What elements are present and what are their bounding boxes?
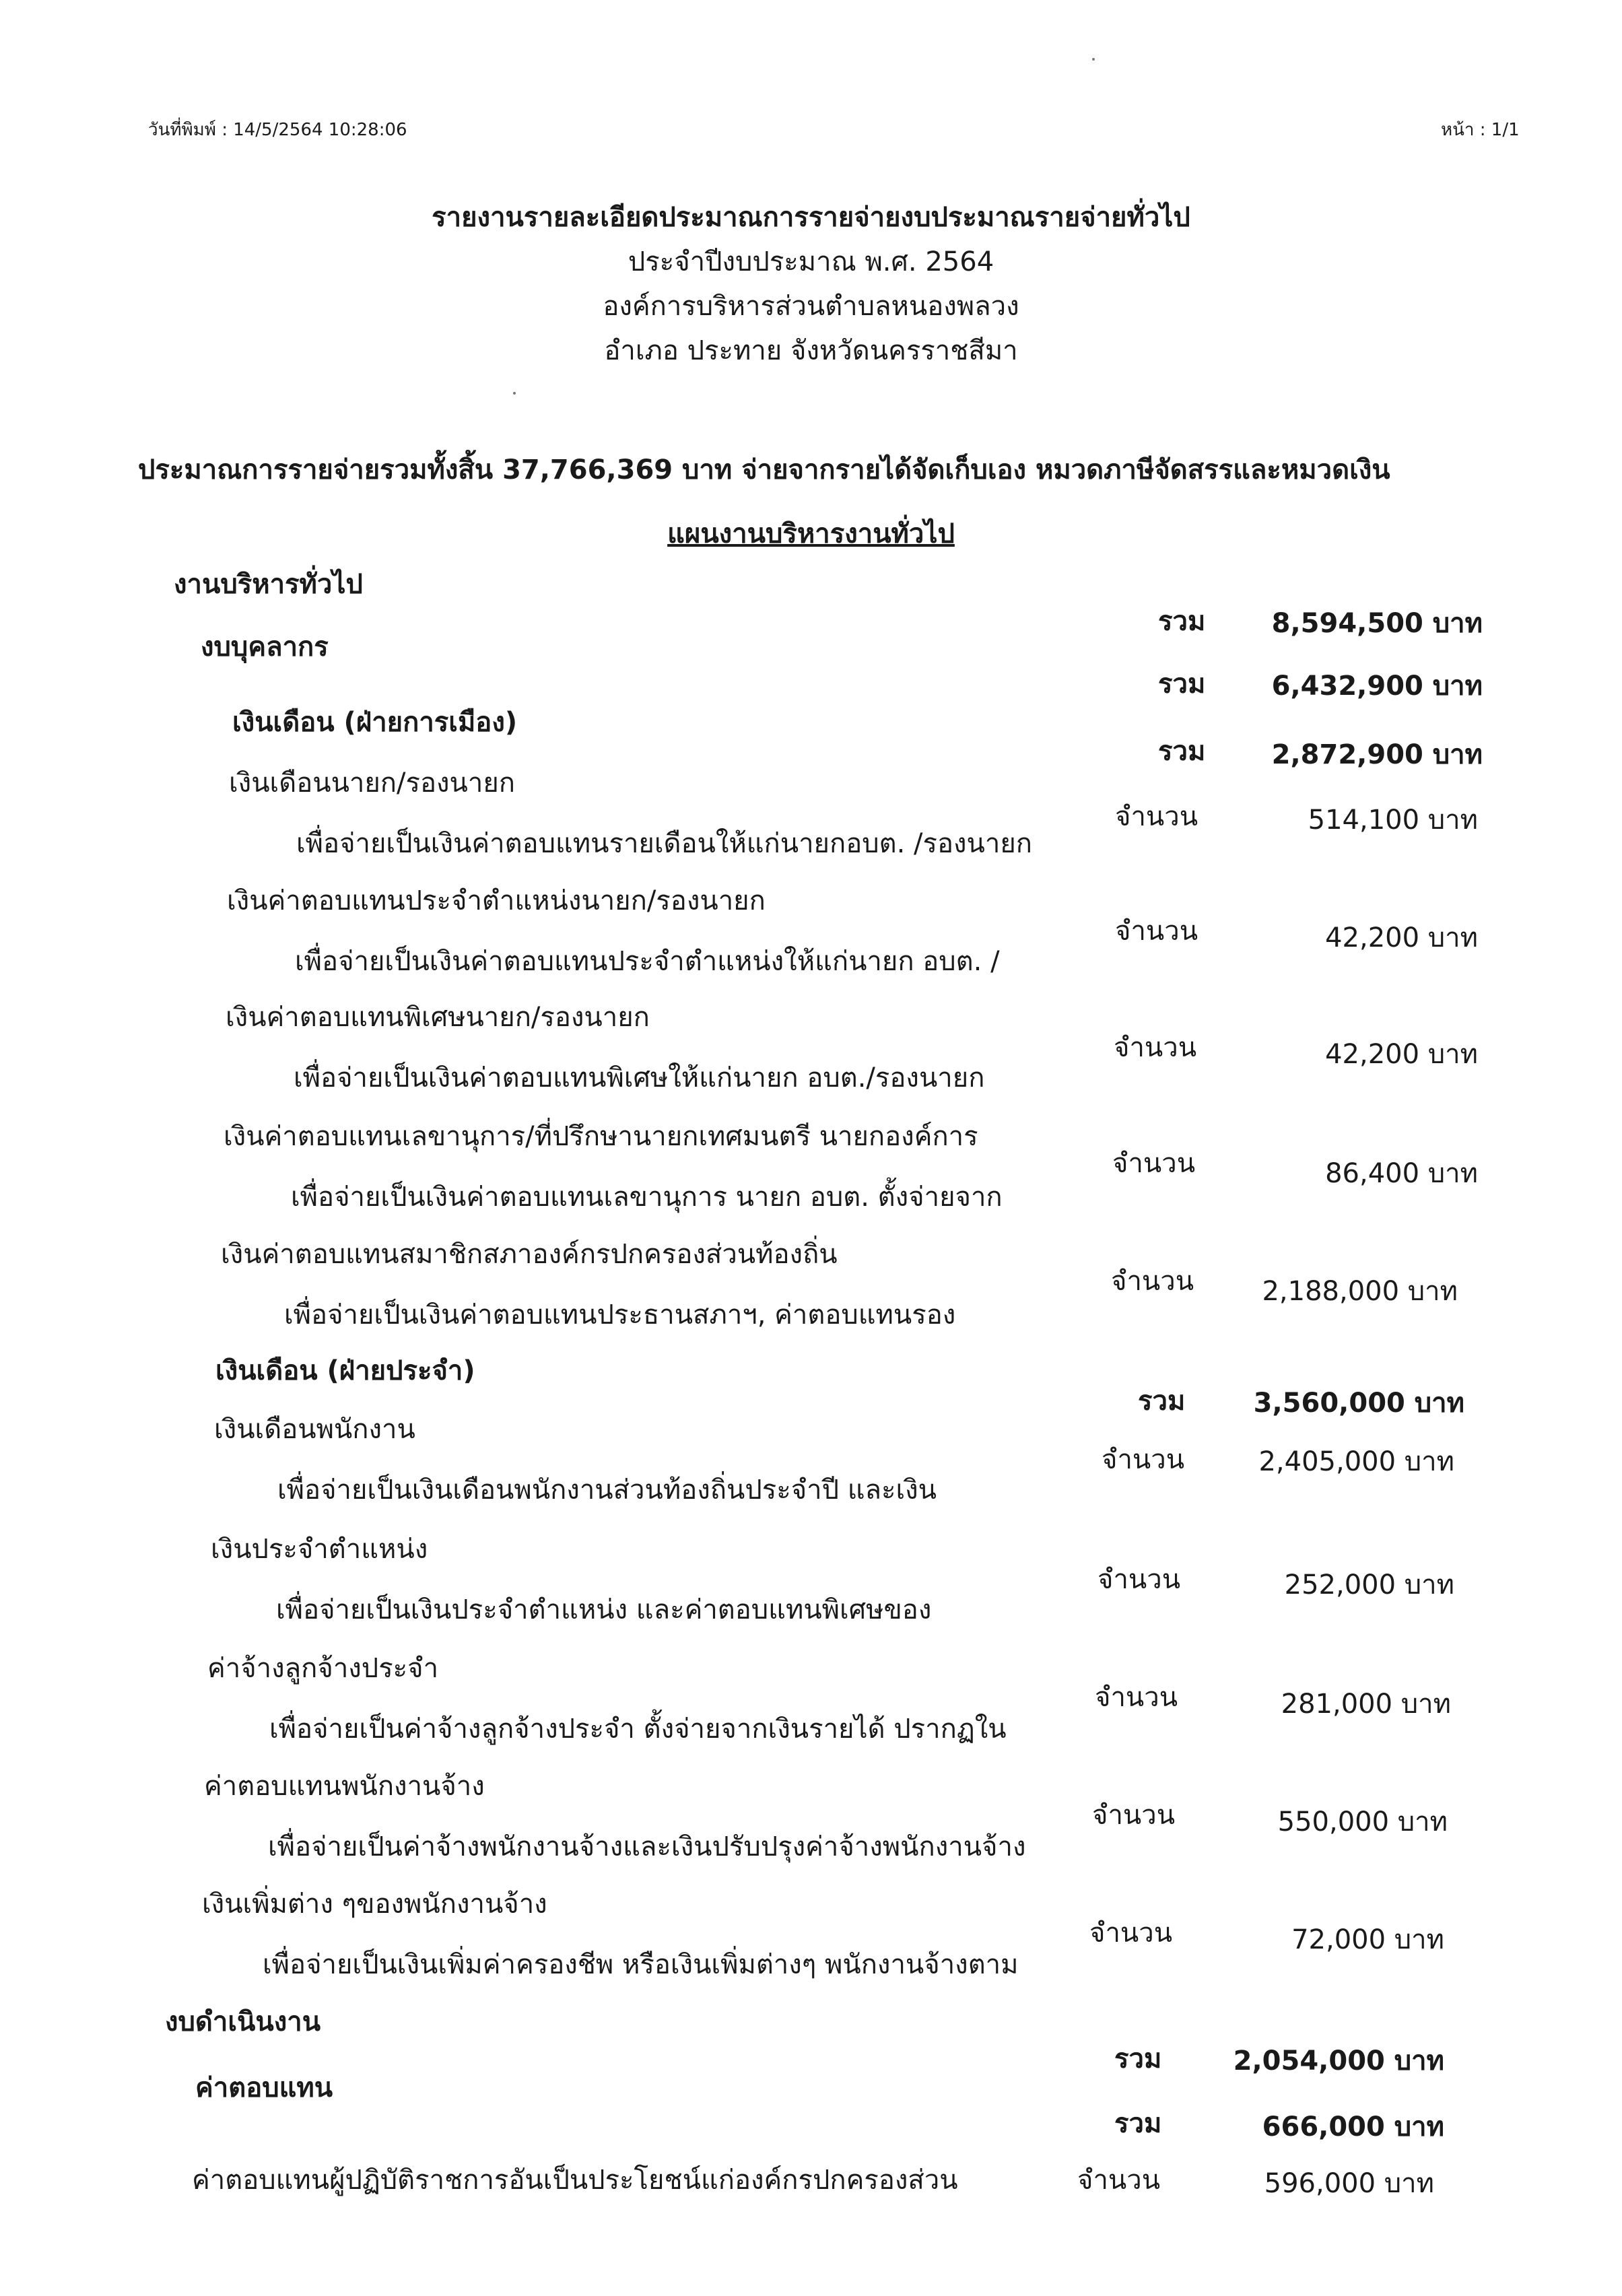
item-description: เพื่อจ่ายเป็นค่าจ้างพนักงานจ้างและเงินปรับปรุงค่าจ้างพนักงานจ้าง	[268, 1831, 1026, 1862]
section-total: 3,560,000 บาท	[1253, 1388, 1464, 1419]
amount-keyword: จำนวน	[1115, 916, 1198, 947]
total-keyword: รวม	[1114, 2108, 1162, 2139]
budget-item	[0, 1232, 1622, 1330]
item-label: เงินเดือนนายก/รองนายก	[229, 768, 515, 799]
section-label: เงินเดือน (ฝ่ายการเมือง)	[232, 707, 518, 738]
amount-keyword: จำนวน	[1097, 1564, 1181, 1595]
item-label: เงินค่าตอบแทนเลขานุการ/ที่ปรึกษานายกเทศมนตรี นายกองค์การ	[224, 1121, 978, 1152]
item-label: เงินเพิ่มต่าง ๆของพนักงานจ้าง	[202, 1889, 547, 1920]
item-amount: 86,400 บาท	[1325, 1158, 1478, 1189]
budget-item	[0, 879, 1622, 977]
item-description: เพื่อจ่ายเป็นเงินค่าตอบแทนพิเศษให้แก่นายก อบต./รองนายก	[294, 1062, 985, 1093]
section-total: 8,594,500 บาท	[1271, 608, 1483, 639]
total-keyword: รวม	[1158, 669, 1206, 700]
item-description: เพื่อจ่ายเป็นเงินค่าตอบแทนรายเดือนให้แก่นายกอบต. /รองนายก	[296, 828, 1033, 859]
report-title-block	[0, 195, 1622, 373]
budget-item	[0, 1646, 1622, 1745]
total-keyword: รวม	[1158, 736, 1206, 767]
amount-keyword: จำนวน	[1114, 1032, 1197, 1063]
item-description: เพื่อจ่ายเป็นเงินค่าตอบแทนประจำตำแหน่งให้แก่นายก อบต. /	[295, 946, 1000, 977]
budget-item	[0, 2158, 1622, 2212]
budget-item	[0, 1527, 1622, 1625]
section-label: งบดำเนินงาน	[165, 2006, 321, 2037]
section-label: งบบุคลากร	[201, 632, 329, 663]
plan-heading-text: แผนงานบริหารงานทั่วไป	[667, 518, 955, 549]
item-label: เงินประจำตำแหน่ง	[211, 1534, 428, 1565]
section-salary-political	[0, 700, 1622, 770]
amount-keyword: จำนวน	[1092, 1800, 1176, 1831]
item-label: เงินค่าตอบแทนพิเศษนายก/รองนายก	[226, 1002, 650, 1033]
section-admin-general	[0, 562, 1622, 639]
item-amount: 2,188,000 บาท	[1262, 1276, 1458, 1307]
plan-heading	[0, 512, 1622, 555]
section-label: งานบริหารทั่วไป	[174, 569, 363, 600]
amount-keyword: จำนวน	[1112, 1148, 1196, 1179]
amount-keyword: จำนวน	[1115, 801, 1198, 832]
report-title: รายงานรายละเอียดประมาณการรายจ่ายงบประมาณรายจ่ายทั่วไป	[432, 202, 1190, 233]
item-label: ค่าตอบแทนพนักงานจ้าง	[204, 1771, 485, 1802]
section-total: 666,000 บาท	[1262, 2112, 1444, 2142]
section-total: 6,432,900 บาท	[1271, 671, 1483, 702]
item-label: เงินค่าตอบแทนสมาชิกสภาองค์กรปกครองส่วนท้องถิ่น	[221, 1239, 838, 1270]
item-description: เพื่อจ่ายเป็นเงินเพิ่มค่าครองชีพ หรือเงินเพิ่มต่างๆ พนักงานจ้างตาม	[263, 1949, 1019, 1980]
item-amount: 252,000 บาท	[1284, 1569, 1454, 1600]
section-total: 2,872,900 บาท	[1271, 739, 1483, 770]
budget-item	[0, 1407, 1622, 1506]
total-keyword: รวม	[1158, 606, 1206, 637]
section-label: ค่าตอบแทน	[195, 2072, 333, 2103]
total-estimate-summary: ประมาณการรายจ่ายรวมทั้งสิ้น 37,766,369 บาท จ่ายจากรายได้จัดเก็บเอง หมวดภาษีจัดสรรและหมวดเงิน	[138, 454, 1390, 485]
item-amount: 596,000 บาท	[1264, 2168, 1434, 2199]
amount-keyword: จำนวน	[1077, 2165, 1161, 2196]
total-keyword: รวม	[1138, 1386, 1186, 1417]
budget-item	[0, 1764, 1622, 1862]
total-keyword: รวม	[1114, 2044, 1162, 2074]
district-province: อำเภอ ประทาย จังหวัดนครราชสีมา	[604, 335, 1018, 366]
item-label: ค่าตอบแทนผู้ปฏิบัติราชการอันเป็นประโยชน์แก่องค์กรปกครองส่วน	[192, 2165, 958, 2196]
budget-item	[0, 1114, 1622, 1213]
item-amount: 2,405,000 บาท	[1258, 1446, 1454, 1477]
section-compensation	[0, 2066, 1622, 2142]
item-description: เพื่อจ่ายเป็นเงินค่าตอบแทนประธานสภาฯ, ค่าตอบแทนรอง	[284, 1299, 956, 1330]
item-description: เพื่อจ่ายเป็นค่าจ้างลูกจ้างประจำ ตั้งจ่ายจากเงินรายได้ ปรากฏใน	[269, 1714, 1007, 1745]
item-amount: 42,200 บาท	[1325, 1039, 1478, 1070]
scan-speck	[1092, 58, 1095, 61]
item-amount: 550,000 บาท	[1277, 1807, 1448, 1837]
item-amount: 42,200 บาท	[1325, 922, 1478, 953]
section-label: เงินเดือน (ฝ่ายประจำ)	[215, 1355, 475, 1386]
item-amount: 281,000 บาท	[1281, 1689, 1451, 1720]
section-salary-regular	[0, 1349, 1622, 1419]
item-amount: 514,100 บาท	[1308, 805, 1478, 836]
budget-item	[0, 1882, 1622, 1980]
amount-keyword: จำนวน	[1089, 1918, 1173, 1949]
item-label: เงินค่าตอบแทนประจำตำแหน่งนายก/รองนายก	[227, 885, 766, 916]
print-date: วันที่พิมพ์ : 14/5/2564 10:28:06	[148, 120, 407, 140]
item-label: ค่าจ้างลูกจ้างประจำ	[207, 1653, 439, 1684]
section-total: 2,054,000 บาท	[1233, 2046, 1444, 2076]
page-number: หน้า : 1/1	[1441, 120, 1520, 140]
amount-keyword: จำนวน	[1102, 1444, 1185, 1475]
item-description: เพื่อจ่ายเป็นเงินค่าตอบแทนเลขานุการ นายก อบต. ตั้งจ่ายจาก	[291, 1182, 1003, 1213]
section-personnel	[0, 625, 1622, 702]
amount-keyword: จำนวน	[1095, 1682, 1178, 1713]
item-description: เพื่อจ่ายเป็นเงินเดือนพนักงานส่วนท้องถิ่นประจำปี และเงิน	[277, 1475, 937, 1506]
organization-name: องค์การบริหารส่วนตำบลหนองพลวง	[603, 291, 1019, 322]
budget-item	[0, 995, 1622, 1093]
item-description: เพื่อจ่ายเป็นเงินประจำตำแหน่ง และค่าตอบแทนพิเศษของ	[276, 1594, 932, 1625]
budget-item	[0, 761, 1622, 859]
item-label: เงินเดือนพนักงาน	[214, 1414, 415, 1445]
amount-keyword: จำนวน	[1111, 1266, 1194, 1297]
fiscal-year: ประจำปีงบประมาณ พ.ศ. 2564	[628, 246, 994, 277]
scan-speck	[513, 392, 516, 395]
section-operations	[0, 2000, 1622, 2076]
item-amount: 72,000 บาท	[1291, 1924, 1444, 1955]
